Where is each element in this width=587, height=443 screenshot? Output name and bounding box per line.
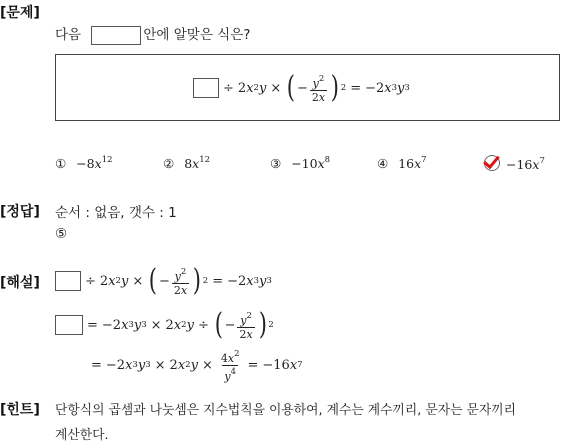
choice-3-number: ③ bbox=[270, 156, 282, 171]
answer-line2: ⑤ bbox=[55, 226, 68, 242]
choice-2[interactable]: ② $8x^{12}$ bbox=[163, 155, 211, 171]
explanation-blank-box-1 bbox=[55, 271, 81, 291]
answer-label: [정답] bbox=[0, 204, 40, 220]
choice-2-number: ② bbox=[163, 156, 175, 171]
choice-5[interactable]: $-16x^7$ bbox=[484, 155, 545, 172]
hint-label: [힌트] bbox=[0, 402, 40, 418]
hint-line1: 단항식의 곱셈과 나눗셈은 지수법칙을 이용하여, 계수는 계수끼리, 문자는 문자끼리 bbox=[55, 403, 516, 418]
choice-4-number: ④ bbox=[377, 156, 389, 171]
problem-prompt bbox=[55, 23, 250, 45]
question-equation: ÷ 2 x 2 y × ( − $\frac{y^2}{2x}$ ) 2 = −2 x 3 y 3 bbox=[193, 66, 410, 110]
choice-1-number: ① bbox=[55, 156, 67, 171]
explanation-line2: = −2 x 3 y 3 × 2 x 2 y ÷ ( − $\frac{y^2}{2x}$ ) 2 bbox=[55, 304, 274, 346]
choice-4[interactable]: ④ $16x^7$ bbox=[377, 155, 427, 171]
prompt-before: 다음 bbox=[55, 27, 82, 43]
explanation-line3: = −2 x 3 y 3 × 2 x 2 y × $\frac{4x^2}{y^4}$ = −16 x 7 bbox=[91, 348, 303, 383]
hint-line2: 계산한다. bbox=[55, 428, 109, 443]
explanation-line1: ÷ 2 x 2 y × ( − $\frac{y^2}{2x}$ ) 2 = −2 x 3 y 3 bbox=[55, 260, 272, 302]
explanation-label: [해설] bbox=[0, 275, 40, 291]
choice-3[interactable]: ③ $-10x^8$ bbox=[270, 155, 331, 171]
equation-blank-box bbox=[193, 78, 219, 98]
choice-1[interactable]: ① $-8x^{12}$ bbox=[55, 155, 113, 171]
answer-line1: 순서 : 없음, 갯수 : 1 bbox=[55, 205, 177, 221]
prompt-blank-box bbox=[91, 26, 141, 45]
explanation-blank-box-2 bbox=[55, 315, 83, 335]
checkmark-icon bbox=[484, 155, 500, 171]
problem-label: [문제] bbox=[0, 5, 40, 21]
prompt-after: 안에 알맞은 식은? bbox=[143, 27, 251, 43]
